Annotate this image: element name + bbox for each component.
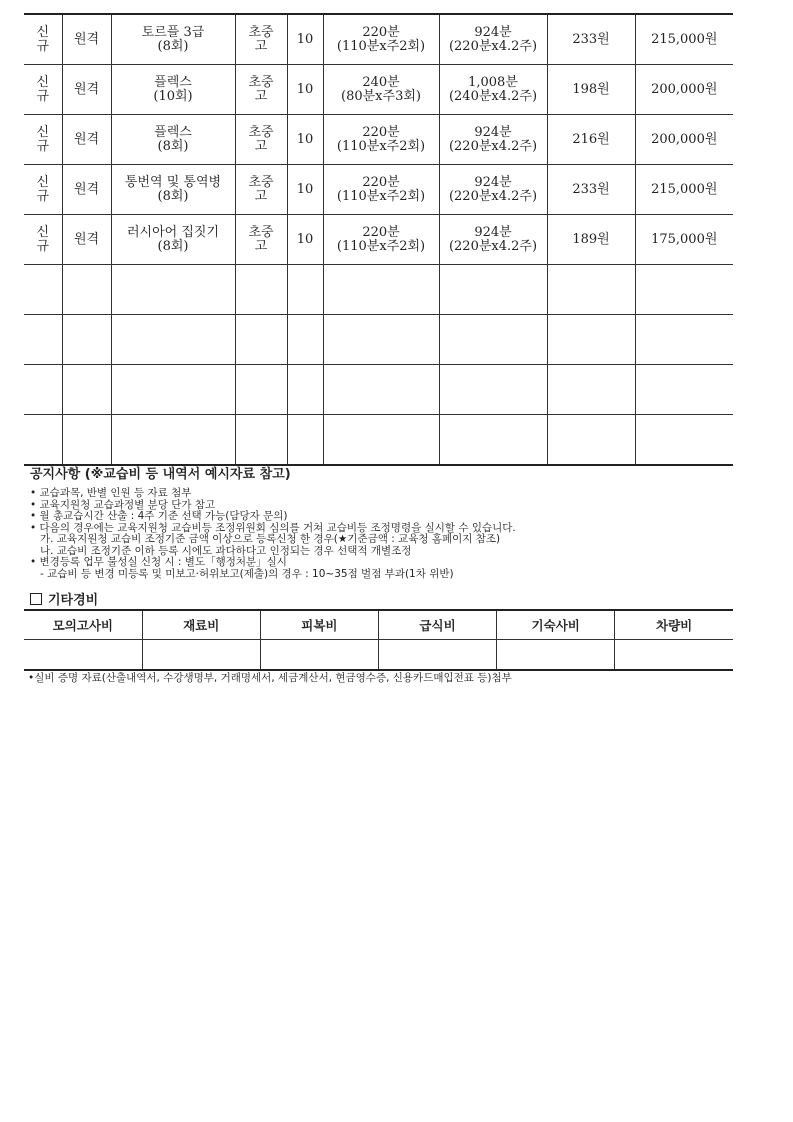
per-minute-fee-text: 198원 [572,81,610,97]
capacity-text: 10 [296,81,314,97]
per-minute-fee-text: 216원 [572,131,610,147]
tuition-text: 215,000원 [651,181,718,197]
expense-value-cell[interactable] [260,640,378,671]
cell-weekly-time [323,165,439,215]
empty-table-row [24,415,733,466]
empty-cell [24,315,62,365]
empty-cell [235,365,287,415]
monthly-time-text: 924분 [474,24,512,40]
notice-line: 가. 교육지원청 교습비 조정기준 금액 이상으로 등록신청 한 경우(★기준금액 : 교육청 홈페이지 참조) [30,533,501,545]
cell-capacity [287,115,323,165]
expense-header: 피복비 [260,610,378,640]
expense-value-cell[interactable] [378,640,496,671]
tuition-text: 200,000원 [651,131,718,147]
cell-course [111,65,235,115]
empty-cell [111,365,235,415]
course-text: (8회) [157,188,189,204]
empty-cell [635,265,733,315]
cell-target [235,215,287,265]
empty-cell [547,415,635,466]
empty-cell [439,415,547,466]
type-text: 원격 [73,181,100,197]
target-text: 초중고 [248,74,274,104]
empty-cell [62,415,111,466]
weekly-time-text: 240분 [362,74,400,90]
empty-cell [24,265,62,315]
empty-cell [62,265,111,315]
other-expenses-title: 기타경비 [48,593,99,608]
notice-section [30,463,516,580]
cell-status [24,115,62,165]
course-text: (8회) [157,238,189,254]
cell-monthly-time [439,65,547,115]
cell-capacity [287,165,323,215]
empty-cell [24,365,62,415]
weekly-time-text: 220분 [362,174,400,190]
cell-tuition [635,215,733,265]
course-text: (8회) [157,38,189,54]
cell-status [24,165,62,215]
notice-line: • 교습과목, 반별 인원 등 자료 첨부 [30,487,192,499]
notice-line: • 교육지원청 교습과정별 분당 단가 참고 [30,498,216,511]
empty-cell [111,415,235,466]
cell-capacity [287,14,323,65]
expense-value-cell[interactable] [615,640,733,671]
expense-value-cell[interactable] [497,640,615,671]
capacity-text: 10 [296,31,314,47]
table-row [24,65,733,115]
table-row [24,14,733,65]
status-text: 신규 [36,224,50,254]
per-minute-fee-text: 233원 [572,31,610,47]
cell-course [111,115,235,165]
weekly-time-text: 220분 [362,224,400,240]
empty-cell [439,315,547,365]
expense-header: 급식비 [378,610,496,640]
target-text: 초중고 [248,24,274,54]
empty-cell [111,315,235,365]
cell-weekly-time [323,115,439,165]
cell-target [235,65,287,115]
monthly-time-text: (220분x4.2주) [448,138,538,154]
empty-table-row [24,315,733,365]
expense-value-cell[interactable] [24,640,142,671]
cell-weekly-time [323,65,439,115]
cell-target [235,14,287,65]
cell-course [111,215,235,265]
cell-tuition [635,65,733,115]
cell-weekly-time [323,14,439,65]
empty-cell [323,365,439,415]
cell-capacity [287,215,323,265]
notice-line: • 변경등록 업무 불성실 신청 시 : 별도「행정처분」실시 [30,556,287,568]
table-row [24,115,733,165]
cell-per-minute-fee [547,14,635,65]
cell-weekly-time [323,215,439,265]
empty-cell [287,365,323,415]
course-text: 토르플 3급 [141,24,205,40]
other-expenses-table [24,609,733,671]
type-text: 원격 [73,231,100,247]
tuition-text: 200,000원 [651,81,718,97]
capacity-text: 10 [296,131,314,147]
cell-per-minute-fee [547,65,635,115]
other-expenses-heading [30,589,98,608]
expense-header: 차량비 [615,610,733,640]
cell-status [24,65,62,115]
empty-cell [235,315,287,365]
checkbox-square-icon [30,593,42,605]
cell-per-minute-fee [547,165,635,215]
cell-tuition [635,14,733,65]
empty-cell [635,315,733,365]
cell-per-minute-fee [547,115,635,165]
cell-status [24,215,62,265]
empty-cell [439,265,547,315]
table-row [24,165,733,215]
cell-monthly-time [439,115,547,165]
notice-line: 나. 교습비 조정기준 이하 등록 시에도 과다하다고 인정되는 경우 선택적 개별조정 [30,544,412,557]
course-text: 러시아어 집짓기 [126,224,220,240]
weekly-time-text: 220분 [362,24,400,40]
cell-target [235,165,287,215]
course-text: 플렉스 [154,124,192,140]
tuition-fee-table [24,13,733,466]
expense-header: 모의고사비 [24,610,142,640]
cell-type [62,165,111,215]
empty-table-row [24,265,733,315]
tuition-text: 175,000원 [651,231,718,247]
target-text: 초중고 [248,124,274,154]
cell-tuition [635,115,733,165]
course-text: (8회) [157,138,189,154]
cell-type [62,14,111,65]
cell-type [62,65,111,115]
monthly-time-text: (220분x4.2주) [448,188,538,204]
monthly-time-text: 924분 [474,224,512,240]
weekly-time-text: (80분x주3회) [341,88,421,104]
empty-cell [323,265,439,315]
footnote: •실비 증명 자료(산출내역서, 수강생명부, 거래명세서, 세금계산서, 현금영수증, 신용카드매입전표 등)첨부 [28,672,512,684]
weekly-time-text: 220분 [362,124,400,140]
empty-cell [547,265,635,315]
empty-cell [439,365,547,415]
weekly-time-text: (110분x주2회) [336,138,426,154]
type-text: 원격 [73,81,100,97]
target-text: 초중고 [248,174,274,204]
notice-title: 공지사항 (※교습비 등 내역서 예시자료 참고) [30,467,291,482]
table-row [24,215,733,265]
expense-value-cell[interactable] [142,640,260,671]
empty-table-row [24,365,733,415]
status-text: 신규 [36,24,50,54]
per-minute-fee-text: 189원 [572,231,610,247]
per-minute-fee-text: 233원 [572,181,610,197]
course-text: 플렉스 [154,74,192,90]
empty-cell [323,415,439,466]
empty-cell [235,415,287,466]
monthly-time-text: (220분x4.2주) [448,238,538,254]
empty-cell [547,315,635,365]
capacity-text: 10 [296,231,314,247]
cell-monthly-time [439,215,547,265]
notice-line: • 다음의 경우에는 교육지원청 교습비등 조정위원회 심의를 거쳐 교습비등 조정명령을 실시할 수 있습니다. [30,521,516,534]
cell-capacity [287,65,323,115]
cell-type [62,115,111,165]
cell-status [24,14,62,65]
empty-cell [323,315,439,365]
monthly-time-text: (220분x4.2주) [448,38,538,54]
tuition-text: 215,000원 [651,31,718,47]
monthly-time-text: (240분x4.2주) [448,88,538,104]
monthly-time-text: 924분 [474,174,512,190]
capacity-text: 10 [296,181,314,197]
cell-target [235,115,287,165]
empty-cell [547,365,635,415]
notice-line: - 교습비 등 변경 미등록 및 미보고·허위보고(제출)의 경우 : 10~35점 벌점 부과(1차 위반) [30,567,454,580]
status-text: 신규 [36,124,50,154]
cell-course [111,14,235,65]
empty-cell [62,315,111,365]
cell-tuition [635,165,733,215]
empty-cell [287,265,323,315]
course-text: (10회) [153,88,193,104]
target-text: 초중고 [248,224,274,254]
cell-course [111,165,235,215]
weekly-time-text: (110분x주2회) [336,38,426,54]
status-text: 신규 [36,74,50,104]
empty-cell [111,265,235,315]
empty-cell [287,315,323,365]
monthly-time-text: 1,008분 [468,74,518,90]
empty-cell [24,415,62,466]
cell-monthly-time [439,165,547,215]
empty-cell [635,365,733,415]
notice-line: • 월 총교습시간 산출 : 4주 기준 선택 가능(담당자 문의) [30,510,288,522]
empty-cell [62,365,111,415]
monthly-time-text: 924분 [474,124,512,140]
type-text: 원격 [73,31,100,47]
expense-header: 재료비 [142,610,260,640]
weekly-time-text: (110분x주2회) [336,238,426,254]
expense-header: 기숙사비 [497,610,615,640]
course-text: 통번역 및 통역병 [124,174,222,190]
weekly-time-text: (110분x주2회) [336,188,426,204]
status-text: 신규 [36,174,50,204]
cell-per-minute-fee [547,215,635,265]
cell-monthly-time [439,14,547,65]
empty-cell [635,415,733,466]
empty-cell [287,415,323,466]
empty-cell [235,265,287,315]
cell-type [62,215,111,265]
type-text: 원격 [73,131,100,147]
